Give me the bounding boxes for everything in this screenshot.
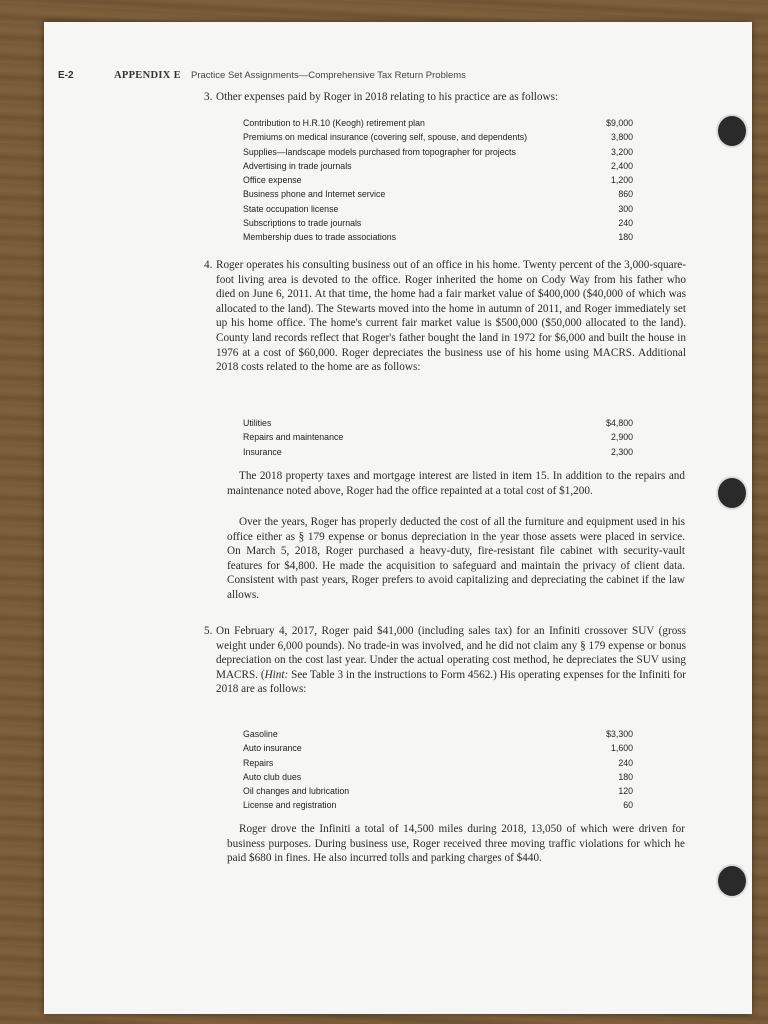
- item-4: [204, 258, 686, 375]
- table-row: Business phone and Internet service 860: [243, 189, 633, 200]
- item-5: [204, 624, 687, 697]
- table-row: Contribution to H.R.10 (Keogh) retirement plan $9,000: [243, 118, 633, 128]
- table-row: Utilities $4,800: [243, 418, 633, 428]
- item-number: 5.: [204, 625, 213, 637]
- hint-label: Hint:: [264, 668, 289, 681]
- table-row: Subscriptions to trade journals 240: [243, 218, 633, 229]
- table-row: Premiums on medical insurance (covering self, spouse, and dependents) 3,800: [243, 132, 633, 143]
- table-row: Auto club dues 180: [243, 771, 633, 782]
- other-expenses-table: [243, 118, 633, 247]
- header-subtitle: Practice Set Assignments—Comprehensive Tax Return Problems: [191, 70, 466, 81]
- suv-expenses-table: [243, 729, 633, 815]
- binder-hole-bottom: [716, 864, 748, 898]
- item-number: 3.: [204, 91, 213, 103]
- appendix-label: APPENDIX E: [114, 70, 181, 81]
- table-row: Supplies—landscape models purchased from topographer for projects 3,200: [243, 146, 633, 157]
- item-number: 4.: [204, 259, 213, 271]
- item-text: Roger operates his consulting business out of an office in his home. Twenty percent of the 3,000-square-foot living area is devoted to the office. Roger inherited the home on Cody Way from his father who died on June 6, 2011. At that time, the home had a fair market value of $400,000 ($40,000 of which was allocated to the land). The Stewarts moved into the home in autumn of 2011, and Roger immediately set up his home office. The home's current fair market value is $500,000 ($50,000 allocated to the land). County land records reflect that Roger's father bought the land in 1972 for $6,000 and built the house in 1976 at a cost of $60,000. Roger depreciates the business use of his home using MACRS. Additional 2018 costs related to the home are as follows:: [216, 259, 686, 374]
- table-row: Gasoline $3,300: [243, 729, 633, 739]
- item-3: [204, 90, 686, 105]
- table-row: Repairs 240: [243, 757, 633, 768]
- page-number: E-2: [58, 70, 74, 81]
- item-text-continued: See Table 3 in the instructions to Form 4562.) His operating expenses for the Infiniti for 2018 are as follows:: [216, 668, 687, 696]
- document-page: [44, 22, 752, 1014]
- item-4-paragraph-1: The 2018 property taxes and mortgage interest are listed in item 15. In addition to the repairs and maintenance noted above, Roger had the office repainted at a total cost of $1,200.: [227, 470, 685, 497]
- table-row: Office expense 1,200: [243, 175, 633, 186]
- table-row: Oil changes and lubrication 120: [243, 786, 633, 797]
- table-row: License and registration 60: [243, 800, 633, 811]
- table-row: State occupation license 300: [243, 203, 633, 214]
- binder-hole-middle: [716, 476, 748, 510]
- item-text: Other expenses paid by Roger in 2018 relating to his practice are as follows:: [216, 91, 559, 103]
- binder-hole-top: [716, 114, 748, 148]
- item-text: On February 4, 2017, Roger paid $41,000 (including sales tax) for an Infiniti crossover SUV (gross weight under 6,000 pounds). No trade-in was involved, and he did not claim any § 179 expense or bonus depreciation on the cost last year. Under the actual operating cost method, he depreciates the SUV using MACRS. (: [216, 625, 686, 681]
- home-costs-table: [243, 418, 633, 461]
- table-row: Insurance 2,300: [243, 446, 633, 457]
- table-row: Repairs and maintenance 2,900: [243, 432, 633, 443]
- item-5-paragraph: Roger drove the Infiniti a total of 14,500 miles during 2018, 13,050 of which were driven for business purposes. During business use, Roger received three moving traffic violations for which he paid $680 in fines. He also incurred tolls and parking charges of $440.: [227, 823, 685, 865]
- table-row: Advertising in trade journals 2,400: [243, 160, 633, 171]
- table-row: Membership dues to trade associations 180: [243, 232, 633, 243]
- item-4-paragraph-2: Over the years, Roger has properly deducted the cost of all the furniture and equipment used in his office either as § 179 expense or bonus depreciation in the year those assets were placed in service. On March 5, 2018, Roger purchased a heavy-duty, fire-resistant file cabinet with security-vault features for $4,800. He made the acquisition to safeguard and maintain the privacy of client data. Consistent with past years, Roger prefers to avoid capitalizing and depreciating the cabinet if the law allows.: [227, 516, 685, 601]
- table-row: Auto insurance 1,600: [243, 743, 633, 754]
